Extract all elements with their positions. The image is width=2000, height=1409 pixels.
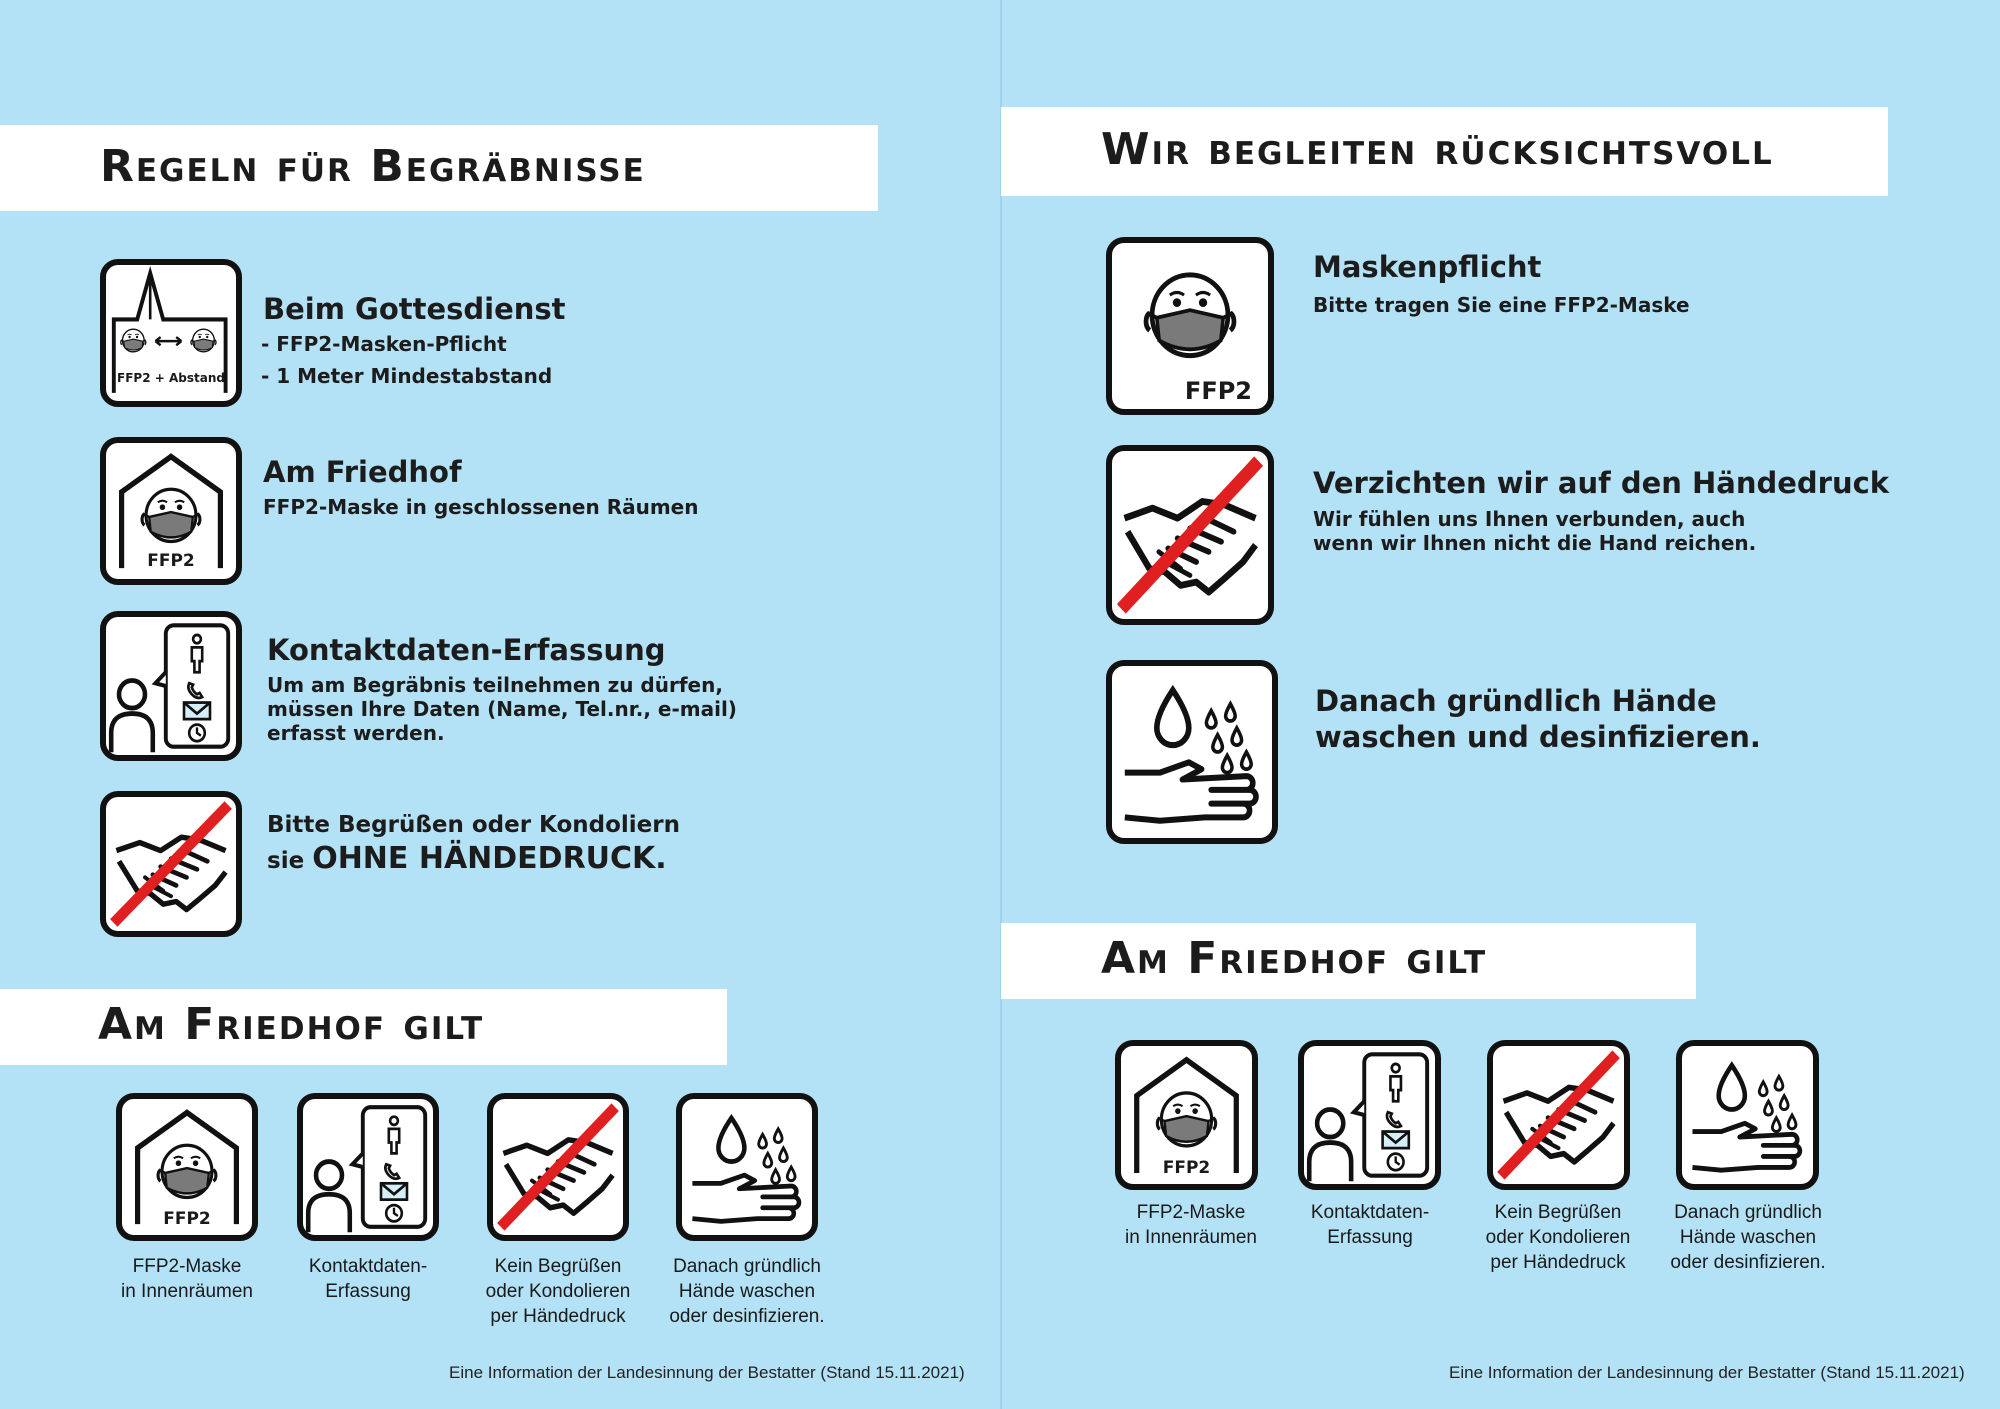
church-distance-icon-label: FFP2 + Abstand	[117, 371, 225, 385]
left-contact-data-icon	[297, 1093, 439, 1241]
right-caption-handshake	[1463, 1200, 1653, 1275]
left-caption-mask	[97, 1254, 277, 1304]
rule-text-greeting-prefix: sie	[267, 848, 313, 874]
rule-text-friedhof: FFP2-Maske in geschlossenen Räumen	[263, 495, 699, 519]
mask-face-icon-label: FFP2	[1184, 377, 1252, 405]
right-hand-wash-icon	[1106, 660, 1278, 844]
right-caption-mask-1: FFP2-Maske	[1136, 1202, 1246, 1223]
rule-text-kontaktdaten-2: müssen Ihre Daten (Name, Tel.nr., e-mail)	[267, 697, 737, 721]
left-caption-handshake	[463, 1254, 653, 1329]
right-friedhof-banner	[1001, 923, 1696, 999]
page-divider	[1000, 0, 1002, 1409]
left-caption-contact-1: Kontaktdaten-	[308, 1256, 428, 1277]
left-friedhof-title: Am Friedhof gilt	[98, 999, 485, 1050]
rule-text-haendedruck-1: Wir fühlen uns Ihnen verbunden, auch	[1313, 507, 1746, 531]
church-distance-icon	[100, 259, 242, 407]
right-indoor-mask-icon	[1115, 1040, 1258, 1190]
left-caption-contact	[278, 1254, 458, 1304]
rule-text-greeting-emphasis: OHNE HÄNDEDRUCK.	[312, 841, 667, 876]
right-friedhof-title: Am Friedhof gilt	[1101, 933, 1488, 984]
rule-title-kontaktdaten: Kontaktdaten-Erfassung	[267, 633, 666, 667]
left-caption-mask-2: in Innenräumen	[120, 1281, 254, 1302]
rule-text-greeting-2	[267, 841, 667, 876]
right-caption-handshake-2: oder Kondolieren	[1485, 1227, 1631, 1248]
right-title-banner	[1001, 107, 1888, 196]
left-caption-mask-1: FFP2-Maske	[132, 1256, 242, 1277]
left-caption-handshake-1: Kein Begrüßen	[494, 1256, 622, 1277]
indoor-mask-icon-label: FFP2	[147, 551, 195, 571]
mask-face-icon	[1106, 237, 1274, 415]
left-friedhof-banner	[0, 989, 727, 1065]
left-caption-contact-2: Erfassung	[325, 1281, 411, 1302]
rule-text-haendedruck-2: wenn wir Ihnen nicht die Hand reichen.	[1313, 531, 1757, 555]
right-caption-mask	[1096, 1200, 1286, 1250]
right-caption-contact	[1277, 1200, 1463, 1250]
rule-text-maskenpflicht: Bitte tragen Sie eine FFP2-Maske	[1313, 293, 1690, 317]
no-handshake-icon	[100, 791, 242, 937]
rule-title-haendedruck: Verzichten wir auf den Händedruck	[1313, 466, 1890, 500]
left-caption-wash-2: Hände waschen	[678, 1281, 816, 1302]
right-caption-handshake-3: per Händedruck	[1490, 1252, 1626, 1273]
rule-text-kontaktdaten-1: Um am Begräbnis teilnehmen zu dürfen,	[267, 673, 723, 697]
right-caption-contact-1: Kontaktdaten-	[1310, 1202, 1430, 1223]
left-title-banner	[0, 125, 878, 211]
rule-text-kontaktdaten-3: erfasst werden.	[267, 721, 445, 745]
rule-title-gottesdienst: Beim Gottesdienst	[263, 292, 566, 326]
right-hand-wash-icon-small	[1676, 1040, 1819, 1190]
right-caption-wash-1: Danach gründlich	[1674, 1202, 1822, 1223]
left-footer: Eine Information der Landesinnung der Bestatter (Stand 15.11.2021)	[449, 1363, 965, 1382]
right-no-handshake-icon-small	[1487, 1040, 1630, 1190]
right-caption-contact-2: Erfassung	[1327, 1227, 1413, 1248]
left-indoor-mask-icon	[116, 1093, 258, 1241]
left-caption-handshake-3: per Händedruck	[490, 1306, 626, 1327]
left-caption-wash-3: oder desinfizieren.	[669, 1306, 825, 1327]
left-page-title: Regeln für Begräbnisse	[100, 141, 646, 192]
rule-text-waschen-2: waschen und desinfizieren.	[1315, 720, 1761, 754]
left-hand-wash-icon	[676, 1093, 818, 1241]
right-page-title: Wir begleiten rücksichtsvoll	[1101, 124, 1774, 175]
right-caption-wash-3: oder desinfizieren.	[1670, 1252, 1826, 1273]
rule-title-friedhof: Am Friedhof	[263, 455, 462, 489]
right-caption-mask-2: in Innenräumen	[1124, 1227, 1258, 1248]
rule-text-gottesdienst-2: - 1 Meter Mindestabstand	[261, 364, 553, 388]
left-caption-wash	[651, 1254, 843, 1329]
rule-title-maskenpflicht: Maskenpflicht	[1313, 250, 1542, 284]
rule-text-greeting-1: Bitte Begrüßen oder Kondoliern	[267, 812, 681, 838]
left-indoor-mask-icon-label: FFP2	[163, 1209, 211, 1229]
rule-text-waschen-1: Danach gründlich Hände	[1315, 684, 1717, 718]
left-no-handshake-icon	[487, 1093, 629, 1241]
right-indoor-mask-icon-label: FFP2	[1162, 1158, 1211, 1178]
right-caption-wash-2: Hände waschen	[1679, 1227, 1817, 1248]
right-caption-handshake-1: Kein Begrüßen	[1494, 1202, 1622, 1223]
indoor-mask-icon	[100, 437, 242, 585]
right-caption-wash	[1652, 1200, 1844, 1275]
left-caption-wash-1: Danach gründlich	[673, 1256, 821, 1277]
left-caption-handshake-2: oder Kondolieren	[485, 1281, 631, 1302]
contact-data-icon	[100, 611, 242, 761]
rule-text-gottesdienst-1: - FFP2-Masken-Pflicht	[261, 332, 507, 356]
right-no-handshake-icon	[1106, 445, 1274, 625]
right-contact-data-icon	[1298, 1040, 1441, 1190]
right-footer: Eine Information der Landesinnung der Bestatter (Stand 15.11.2021)	[1449, 1363, 1965, 1382]
